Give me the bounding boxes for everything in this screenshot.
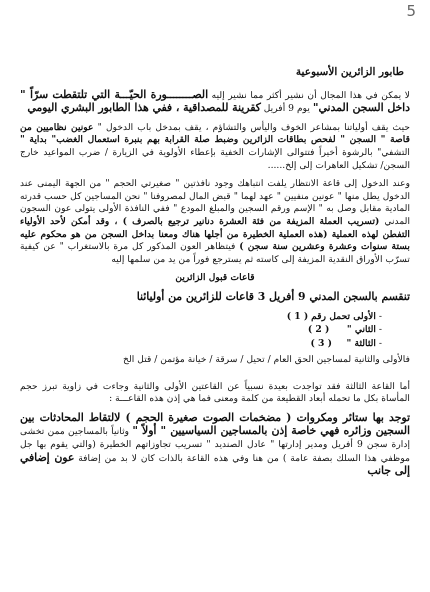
intro-quote: الصــــــــورة الحيّـــة التي تلتقطت سرّاً " داخل السجن المدني" bbox=[20, 87, 410, 115]
counterfeit-bold: (تسريب العملة المزيفة من فئة العشرة دنانير ترجيع بالصرف ) ، وقد أمكن لأحد الأولياء التفطن لهذه العملية (هذه العملية الخطيرة من أجلها هناك ومعنا بداخل السجن من هو محكوم عليه بستة سنوات وعشرة وعشرين سنة سجن ) bbox=[20, 215, 410, 253]
surveillance-rest: وثانياً بالمساجين ممن تخشى إدارة سجن 9 أفريل ومدير إدارتها " عادل الصنديد " تسريب تجاوزاتهم الخطيرة (والتي يقوم بها جل موظفي هذا السلك بصفة عامة ) من هنا وفي هذه القاعة بالذات كان لا بد من إضافة bbox=[20, 426, 410, 464]
surveillance-bold-end: عون إضافي إلى جانب bbox=[20, 450, 410, 478]
document-title: طابور الزائرين الأسبوعية bbox=[295, 66, 404, 78]
document-body bbox=[20, 66, 410, 485]
list-item: - الأولى تحمل رقم ( 1 ) bbox=[286, 310, 382, 322]
page-number: 5 bbox=[406, 2, 416, 20]
third-hall-paragraph: أما القاعة الثالثة فقد تواجدت بعيدة نسبياً عن القاعتين الأولى والثانية وجاءت في زاوية تبرز حجم المأساة بكل ما تحمله أبعاد القطيعة من كلمة ومعنى فما هي إذن هذه القاعـــة : bbox=[20, 380, 410, 405]
windows-end: فيتظاهر العون المذكور كل مرة بالاستغراب " عن كيفية تسرّب الأوراق النقدية المزيفة إلى كاسته ثم يسترجع فوراً من يد من سلمها إليه bbox=[20, 241, 410, 265]
surveillance-bold: توجد بها ستائر ومكروات ( مضخمات الصوت صغيرة الحجم ) لالتقاط المحادثات بين السجين وزائره فهي خاصة إذن بالمساجين السياسيين " أولاً " bbox=[20, 410, 411, 438]
guards-bold: عونين نظاميين من قاصة " السجن " لفحص بطاقات الزائرين وضبط صلة القرابة بهم بنبرة استعمال الغضب" بداية " bbox=[20, 121, 410, 146]
intro-paragraph bbox=[20, 89, 410, 116]
list-item: - الثالثة " ( 3 ) bbox=[310, 337, 382, 349]
guards-lead: حيث يقف أولياتنا بمشاعر الخوف واليأس والتشاؤم ، يقف بمدخل باب الدخول " bbox=[97, 121, 411, 133]
windows-text: وعند الدخول إلى قاعة الانتظار يلفت انتباهك وجود نافذتين " صغيرتي الحجم " من الجهة اليمنى عند الدخول يطل منها " عونين منفيين " عهد لهما " قبض المال لمصروفنا " نحن المساجين كل حسب قدرته المادية مقابل وصل به " الإسم ورقم السجين والمبلغ المودع " ففي النافذة الأولى يتولى عون السجون المدني bbox=[20, 178, 411, 227]
intro-quote-end: كقرينة للمصداقية ، ففي هذا الطابور البشري اليومي bbox=[27, 101, 261, 115]
windows-paragraph bbox=[20, 178, 410, 266]
intro-middle: يوم 9 أفريل bbox=[263, 103, 310, 115]
surveillance-paragraph bbox=[20, 412, 410, 479]
halls-heading: تنقسم بالسجن المدني 9 أفريل 3 قاعات للزائرين من أوليائنا bbox=[136, 289, 410, 303]
guards-paragraph bbox=[20, 122, 410, 172]
list-item: - الثاني " ( 2 ) bbox=[307, 324, 382, 335]
visitor-halls-label: قاعات قبول الزائرين bbox=[175, 272, 255, 284]
halls-list bbox=[20, 310, 382, 351]
intro-lead: لا يمكن في هذا المجال أن نشير أكثر مما نشير إليه bbox=[211, 89, 410, 101]
halls-usage: فالأولى والثانية لمساجين الحق العام / تحيل / سرقة / خيانة مؤتمن / قتل الخ bbox=[123, 354, 410, 365]
guards-rest: التشفي" بالرشوة أخيراً فتتوالى الإشارات الخفية بإعطاء الأولوية في الزيارة / ضرب المواعيد خارج السجن/ تشكيل العاهرات إلى إلخ...... bbox=[20, 146, 410, 171]
